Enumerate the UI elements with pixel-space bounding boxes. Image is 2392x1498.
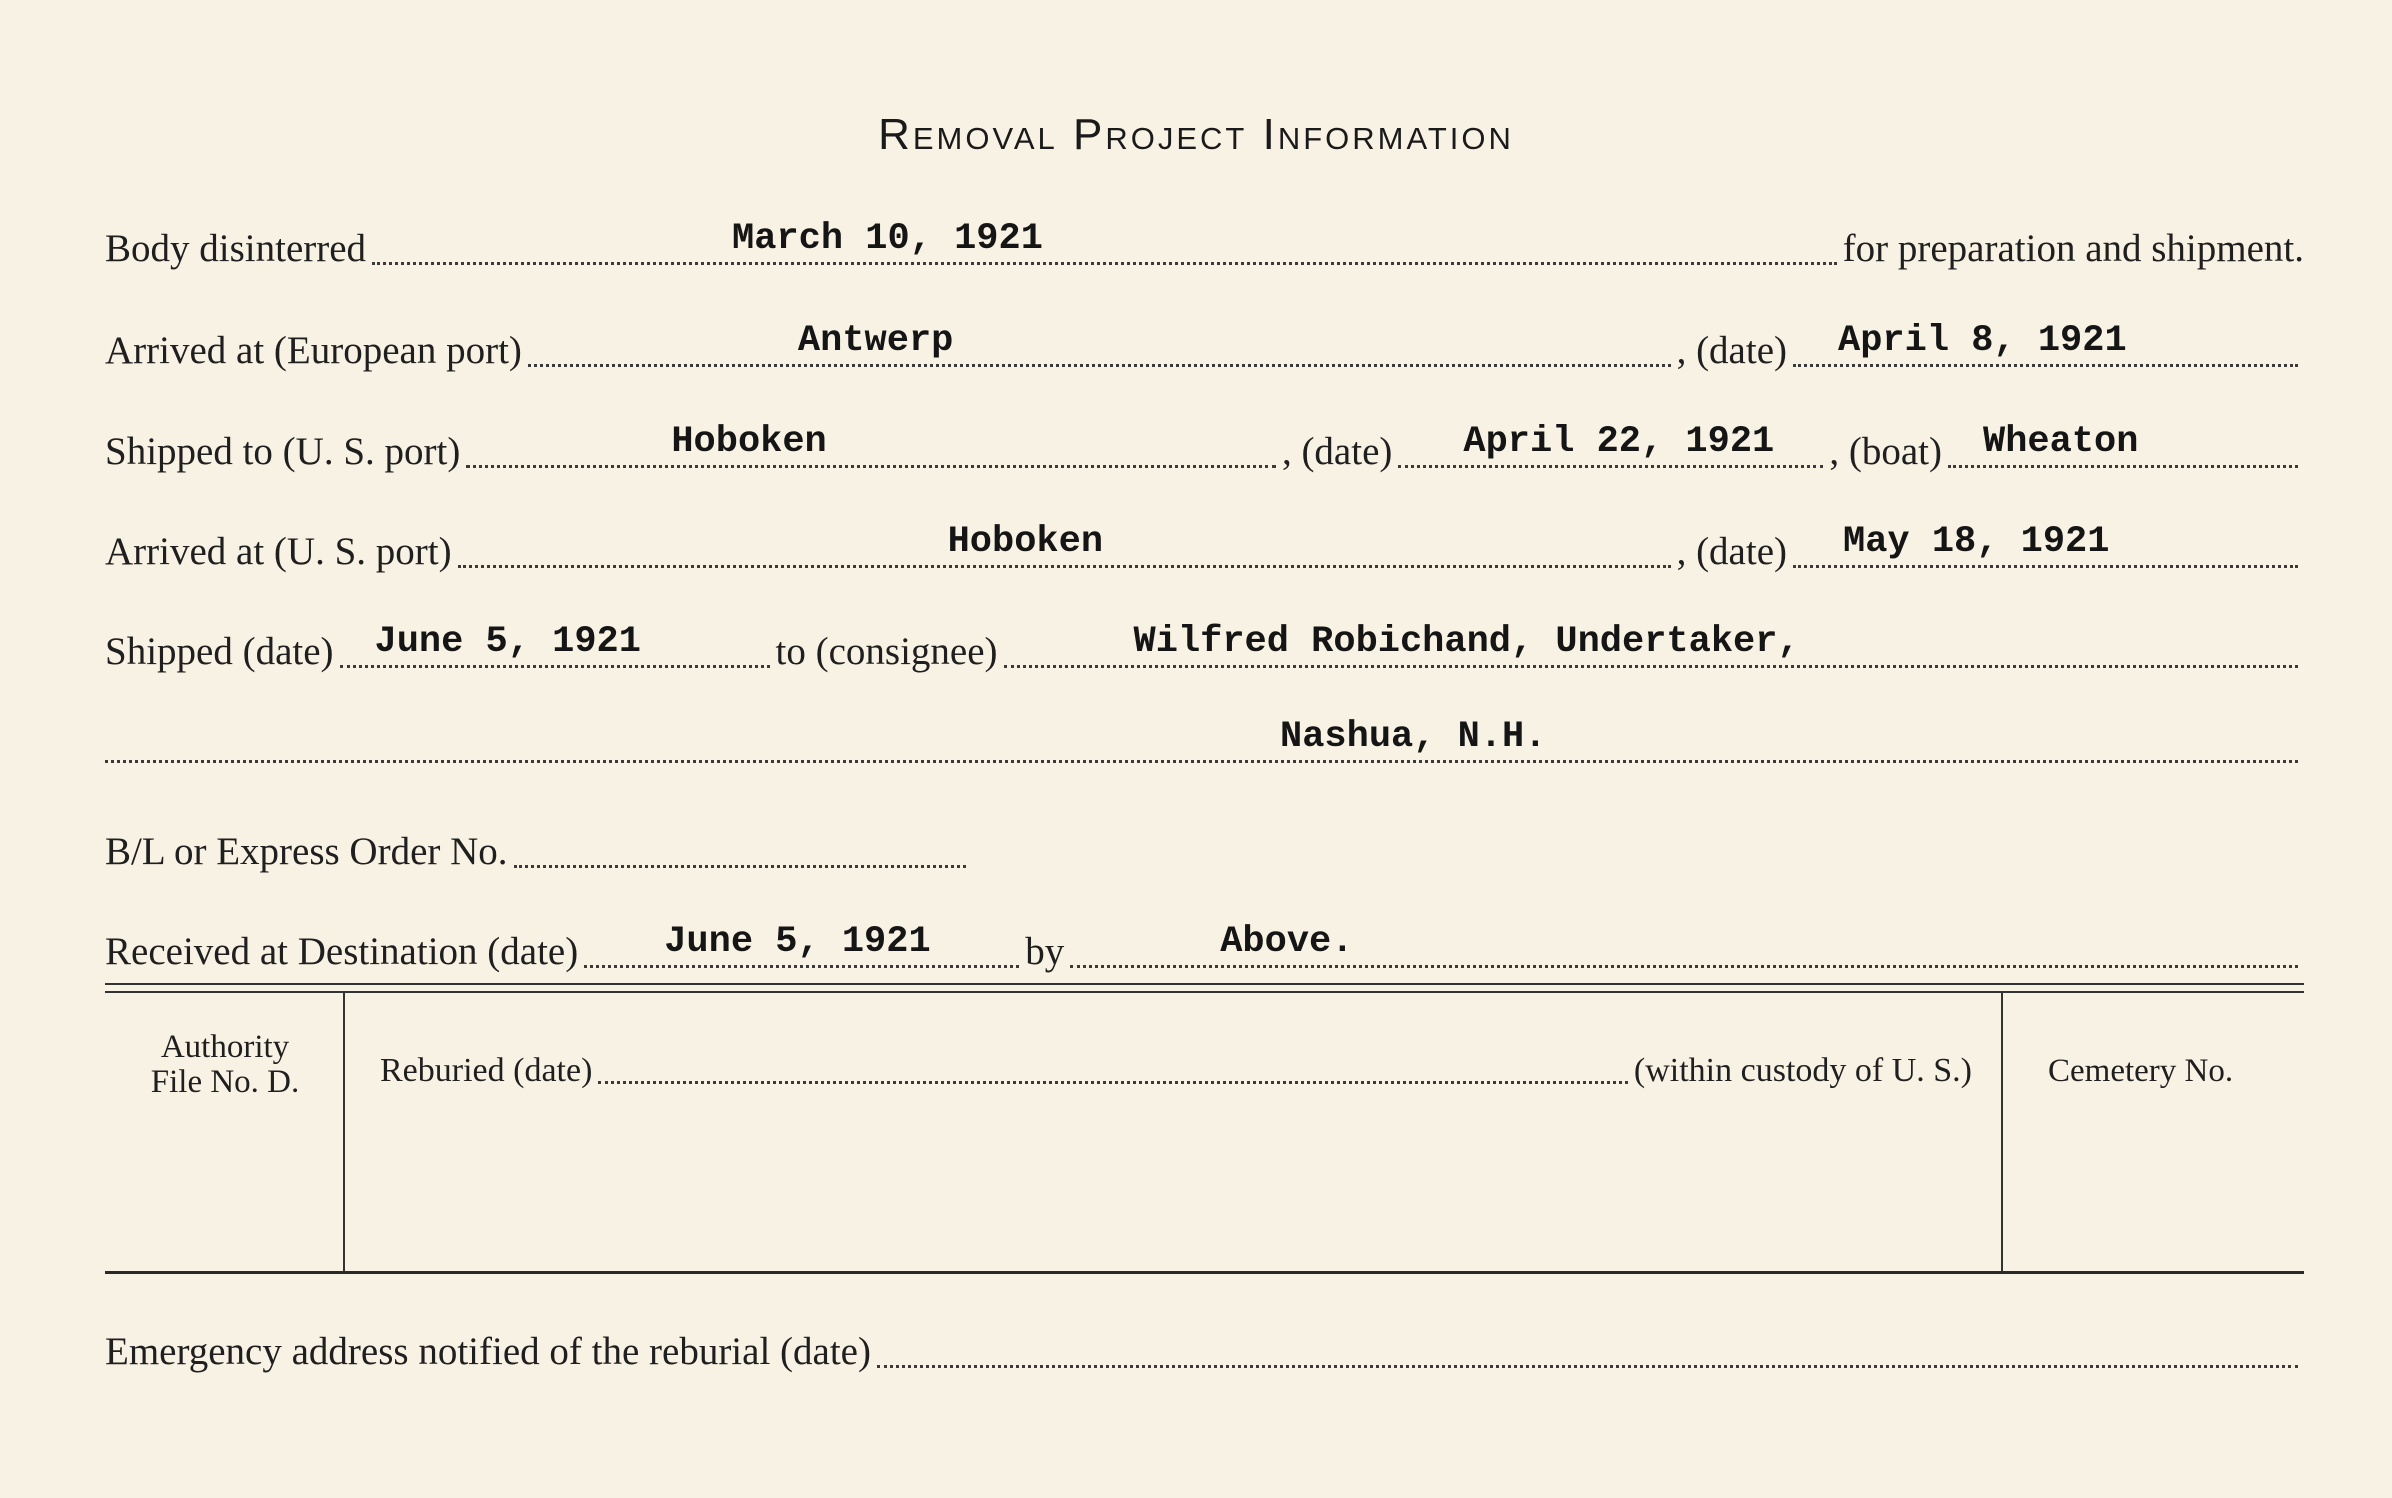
consignee-field[interactable] bbox=[1004, 617, 2298, 668]
shipped-date-field[interactable] bbox=[340, 617, 770, 668]
emergency-label: Emergency address notified of the reburial (date) bbox=[105, 1330, 871, 1373]
row-emergency bbox=[105, 1318, 2304, 1378]
arrived-us-date-value: May 18, 1921 bbox=[1843, 521, 2110, 563]
shipped-date-label: Shipped (date) bbox=[105, 630, 334, 673]
boat-field[interactable] bbox=[1948, 417, 2298, 468]
received-label: Received at Destination (date) bbox=[105, 930, 579, 973]
received-by-value: Above. bbox=[1220, 921, 1354, 963]
european-date-value: April 8, 1921 bbox=[1838, 320, 2127, 362]
bl-order-field[interactable] bbox=[514, 817, 966, 868]
emergency-field[interactable] bbox=[877, 1317, 2298, 1368]
received-date-field[interactable] bbox=[584, 917, 1019, 968]
row-received bbox=[105, 918, 2304, 978]
shipped-us-port-value: Hoboken bbox=[671, 421, 827, 463]
section-divider bbox=[105, 983, 2304, 993]
row-shipped bbox=[105, 618, 2304, 678]
european-date-field[interactable] bbox=[1793, 316, 2298, 367]
disinterred-label: Body disinterred bbox=[105, 227, 367, 270]
authority-line1: Authority bbox=[160, 1029, 290, 1065]
disinterred-field[interactable] bbox=[372, 214, 1837, 265]
european-port-field[interactable] bbox=[528, 316, 1671, 367]
row-european-port bbox=[105, 317, 2304, 377]
disinterred-suffix: for preparation and shipment. bbox=[1842, 227, 2304, 270]
card-title: Removal Project Information bbox=[878, 110, 1514, 159]
custody-label: (within custody of U. S.) bbox=[1633, 1052, 1972, 1089]
row-shipped-us-port bbox=[105, 418, 2304, 478]
shipped-us-date-label: , (date) bbox=[1281, 430, 1393, 473]
shipped-us-port-field[interactable] bbox=[466, 417, 1276, 468]
consignee-label: to (consignee) bbox=[775, 630, 998, 673]
row-reburied bbox=[380, 1044, 1972, 1094]
arrived-us-port-value: Hoboken bbox=[947, 521, 1104, 563]
shipped-us-date-value: April 22, 1921 bbox=[1463, 421, 1775, 463]
received-by-label: by bbox=[1025, 930, 1065, 973]
european-date-label: , (date) bbox=[1676, 329, 1787, 372]
consignee-value: Wilfred Robichand, Undertaker, bbox=[1133, 621, 1800, 663]
reburied-date-field[interactable] bbox=[598, 1041, 1628, 1084]
arrived-us-label: Arrived at (U. S. port) bbox=[105, 530, 452, 573]
consignee-line2-value: Nashua, N.H. bbox=[1280, 716, 1547, 758]
received-date-value: June 5, 1921 bbox=[664, 921, 931, 963]
boat-value: Wheaton bbox=[1983, 421, 2139, 463]
row-arrived-us-port bbox=[105, 518, 2304, 578]
shipped-us-label: Shipped to (U. S. port) bbox=[105, 430, 461, 473]
row-disinterred bbox=[105, 215, 2304, 275]
received-by-field[interactable] bbox=[1070, 917, 2298, 968]
disinterred-value: March 10, 1921 bbox=[732, 218, 1043, 260]
row-bl-order bbox=[105, 818, 972, 878]
box-bottom-line bbox=[105, 1271, 2304, 1274]
boat-label: , (boat) bbox=[1829, 430, 1942, 473]
arrived-us-port-field[interactable] bbox=[458, 517, 1671, 568]
reburied-label: Reburied (date) bbox=[380, 1052, 593, 1089]
consignee-line2-field[interactable] bbox=[105, 712, 2298, 763]
authority-label bbox=[120, 1030, 330, 1099]
row-consignee-line2 bbox=[105, 713, 2304, 773]
european-port-value: Antwerp bbox=[797, 320, 954, 362]
arrived-us-date-label: , (date) bbox=[1676, 530, 1787, 573]
bl-order-label: B/L or Express Order No. bbox=[105, 830, 508, 873]
shipped-date-value: June 5, 1921 bbox=[374, 621, 641, 663]
european-port-label: Arrived at (European port) bbox=[105, 329, 522, 372]
box-divider-left bbox=[343, 993, 345, 1271]
arrived-us-date-field[interactable] bbox=[1793, 517, 2298, 568]
box-divider-right bbox=[2001, 993, 2003, 1271]
authority-line2: File No. D. bbox=[150, 1063, 300, 1100]
cemetery-label: Cemetery No. bbox=[2048, 1053, 2234, 1089]
shipped-us-date-field[interactable] bbox=[1398, 417, 1823, 468]
